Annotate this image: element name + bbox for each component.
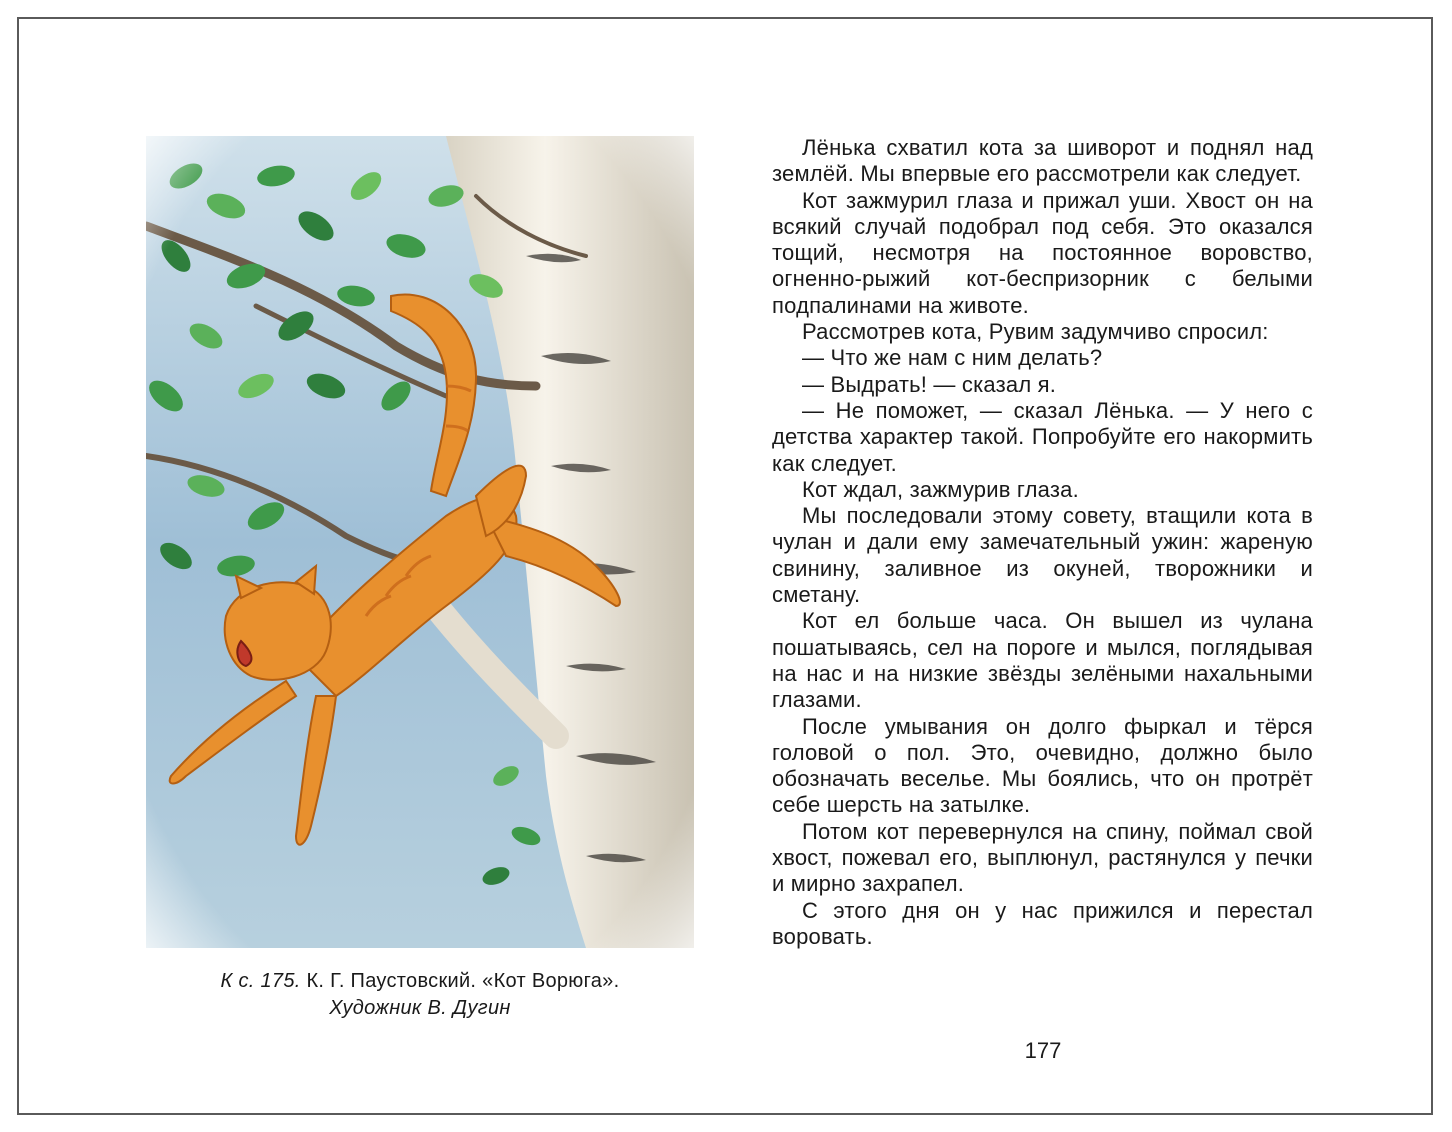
caption-page-ref: К с. 175.: [220, 970, 301, 992]
vignette: [146, 136, 694, 948]
paragraph: Кот ел больше часа. Он вышел из чулана пошатываясь, сел на пороге и мылся, поглядывая на нас и на низкие звёзды зелёными нахальными глазами.: [772, 608, 1313, 713]
paragraph: С этого дня он у нас прижился и перестал воровать.: [772, 897, 1313, 949]
story-text: [772, 135, 1313, 950]
paragraph: Кот зажмурил глаза и прижал уши. Хвост он на всякий случай подобрал под себя. Это оказался тощий, несмотря на постоянное воровство, огненно-рыжий кот-беспризорник с белыми подпалинами на животе.: [772, 187, 1313, 318]
illustration-caption: [146, 968, 694, 1022]
illustration-svg: [146, 136, 694, 948]
page-number: 177: [1024, 1038, 1062, 1063]
illustration-cat-leaping-from-birch: [146, 136, 694, 948]
paragraph: — Выдрать! — сказал я.: [802, 371, 1057, 397]
paragraph: Потом кот перевернулся на спину, поймал свой хвост, пожевал его, выплюнул, растянулся у печки и мирно захрапел.: [772, 818, 1313, 897]
paragraph: Кот ждал, зажмурив глаза.: [802, 476, 1079, 502]
paragraph: Рассмотрев кота, Рувим задумчиво спросил:: [802, 319, 1269, 345]
caption-author-title: К. Г. Паустовский. «Кот Ворюга».: [306, 970, 620, 992]
caption-artist: Художник В. Дугин: [329, 997, 511, 1019]
caption-line-1: [146, 968, 694, 995]
paragraph: — Что же нам с ним делать?: [802, 345, 1103, 371]
paragraph: Лёнька схватил кота за шиворот и поднял над землёй. Мы впервые его рассмотрели как следует.: [772, 135, 1313, 187]
paragraph: Мы последовали этому совету, втащили кота в чулан и дали ему замечательный ужин: жареную свинину, заливное из окуней, творожники и сметану.: [772, 503, 1313, 608]
paragraph: — Не поможет, — сказал Лёнька. — У него с детства характер такой. Попробуйте его накормить как следует.: [772, 397, 1313, 476]
paragraph: После умывания он долго фыркал и тёрся головой о пол. Это, очевидно, должно было обозначать веселье. Мы боялись, что он протрёт себе шерсть на затылке.: [772, 713, 1313, 818]
